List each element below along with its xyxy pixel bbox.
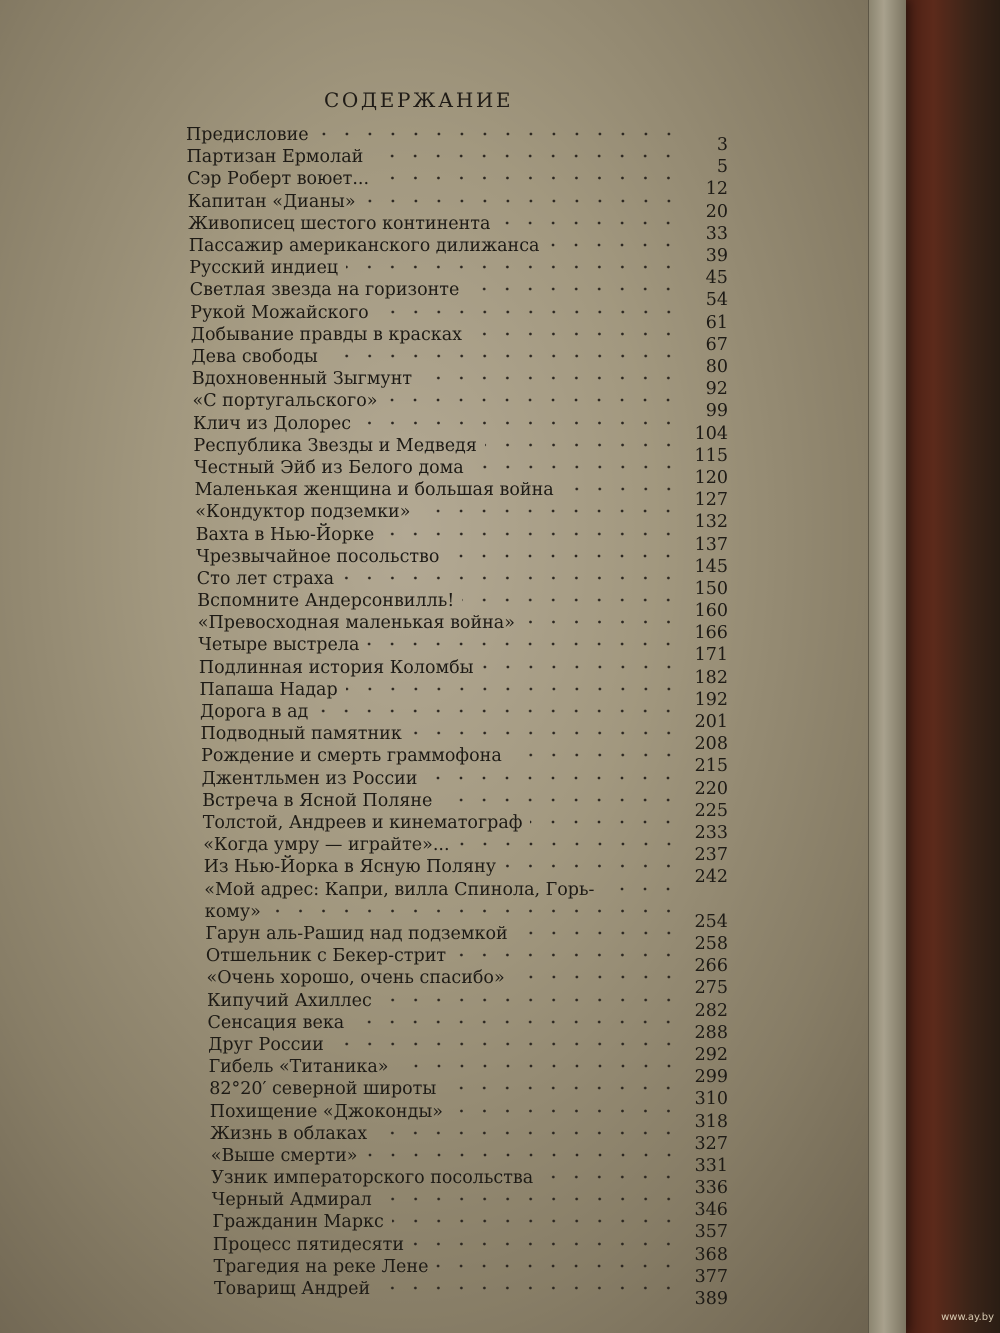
toc-entry-title: Трагедия на реке Лене [213,1256,429,1277]
toc-entry-page: 266 [694,956,728,977]
toc-entry-page: 99 [705,401,729,422]
toc-leader-dots [397,1062,680,1070]
toc-entry [204,879,728,901]
toc-leader-dots [371,152,680,160]
toc-entry-title: Товарищ Андрей [214,1279,371,1299]
toc-entry-page: 20 [705,201,728,222]
toc-entry [192,390,729,422]
toc-entry [208,1034,729,1065]
toc-entry-page: 45 [705,268,728,289]
toc-entry [197,590,728,621]
toc-entry [210,1145,729,1176]
toc-entry [203,856,729,888]
toc-leader-dots [342,574,680,582]
toc-entry [190,302,728,333]
toc-entry-title: Встреча в Ясной Поляне [202,790,433,811]
toc-leader-dots [516,929,680,937]
toc-entry [208,1056,728,1088]
toc-entry [186,124,728,155]
toc-leader-dots [392,1217,680,1225]
toc-entry [204,901,728,932]
toc-entry-page: 115 [694,445,728,466]
toc-leader-dots [385,396,680,404]
toc-entry-title: Отшельник с Бекер-стрит [205,946,447,967]
toc-entry-page: 389 [694,1289,728,1309]
toc-entry-title: Честный Эйб из Белого дома [194,457,464,478]
toc-entry [189,279,729,311]
toc-entry [194,479,728,511]
toc-entry-page: 215 [694,756,729,777]
toc-entry [207,1012,728,1043]
toc-entry [200,701,728,732]
toc-entry-page: 368 [694,1244,728,1265]
toc-entry [205,945,728,977]
toc-entry-title: Подводный памятник [200,724,402,745]
toc-entry-title: Вахта в Нью-Йорке [195,524,375,545]
toc-entry-page: 12 [705,179,729,200]
toc-entry [207,990,728,1021]
toc-entry-page: 201 [694,712,728,732]
toc-entry-page: 182 [694,667,728,688]
toc-leader-dots [410,729,680,737]
toc-entry-page: 331 [694,1155,729,1176]
toc-entry-page: 61 [705,312,728,333]
toc-entry-title: Чрезвычайное посольство [196,546,440,567]
toc-leader-dots [380,1195,680,1203]
toc-entry-page: 275 [694,978,729,999]
toc-entry-title: Маленькая женщина и большая война [194,480,554,501]
toc-entry-page: 132 [694,512,729,533]
toc-leader-dots [482,663,680,671]
toc-entry-title: Процесс пятидесяти [212,1234,405,1255]
toc-entry-page: 254 [694,911,728,932]
toc-entry [212,1211,728,1243]
toc-entry-page: 39 [705,246,728,266]
toc-entry-title: Пассажир американского дилижанса [188,236,540,256]
toc-entry-title: Светлая звезда на горизонте [189,280,460,301]
toc-entry [193,435,728,466]
toc-entry-page: 171 [694,645,728,666]
toc-leader-dots [352,1018,680,1026]
toc-entry-page: 233 [694,823,728,843]
toc-entry-title: «Когда умру — играйте»... [203,835,450,856]
toc-leader-dots [470,330,680,338]
toc-entry-title: Партизан Ермолай [186,147,364,168]
toc-leader-dots [472,463,680,471]
toc-entry [196,546,728,577]
toc-entry-page: 208 [694,734,728,755]
toc-leader-dots [523,618,680,626]
toc-leader-dots [366,1151,681,1159]
toc-entry-title: 82°20′ северной широты [209,1079,437,1100]
toc-entry [191,346,728,377]
toc-entry-title: «Превосходная маленькая война» [197,613,515,634]
toc-entry [188,235,728,266]
toc-entry-page: 145 [694,556,728,577]
toc-entry-page: 258 [694,933,728,954]
toc-leader-dots [375,1129,680,1137]
toc-entry-title: Гражданин Маркс [212,1212,384,1233]
toc-entry-title: «Мой адрес: Капри, вилла Спинола, Горь- [204,879,595,900]
toc-entry [193,413,728,444]
toc-entry [201,745,729,777]
toc-leader-dots [316,707,680,715]
toc-entry-page: 288 [694,1022,728,1043]
toc-entry-title: Капитан «Дианы» [187,191,356,212]
toc-entry [191,368,728,400]
toc-entry [186,146,728,178]
toc-entry-title: Дорога в ад [200,702,309,722]
toc-entry-title: Похищение «Джоконды» [209,1101,444,1122]
toc-leader-dots [498,219,680,227]
toc-entry [211,1167,728,1198]
toc-entry-page: 242 [694,867,729,888]
toc-entry-page: 292 [694,1044,729,1065]
book-cover-edge [905,0,1000,1333]
toc-entry-page: 104 [694,423,728,444]
toc-entry-page: 220 [694,778,728,799]
toc-entry-title: «Очень хорошо, очень спасибо» [206,968,505,989]
toc-entry [213,1256,729,1287]
toc-entry-title: Джентльмен из России [201,768,418,789]
toc-entry [195,524,728,555]
toc-entry-title: Толстой, Андреев и кинематограф [202,813,523,833]
toc-entry-title: Из Нью-Йорка в Ясную Поляну [203,857,497,878]
toc-entry-title: Папаша Надар [199,679,338,700]
toc-entry-page: 3 [716,135,728,155]
toc-entry-title: Кипучий Ахиллес [207,990,372,1011]
toc-leader-dots [451,1107,680,1115]
toc-entry-title: кому» [204,901,261,922]
toc-leader-dots [440,796,680,804]
toc-entry-page: 33 [705,223,729,244]
toc-leader-dots [562,485,680,493]
toc-entry-title: Гарун аль-Рашид над подземкой [205,923,508,944]
toc-leader-dots [377,308,680,316]
toc-leader-dots [530,818,680,826]
toc-entry-page: 137 [694,534,728,555]
toc-entry-title: Узник императорского посольства [211,1168,534,1188]
toc-entry-title: Республика Звезды и Медведя [193,435,477,456]
toc-entry-page: 377 [694,1266,729,1287]
toc-entry-page: 310 [694,1089,729,1110]
toc-entry-page: 67 [705,334,728,355]
toc-entry [206,967,729,999]
toc-entry-page: 160 [694,601,728,621]
toc-entry-page: 237 [694,845,728,866]
toc-leader-dots [317,130,680,138]
toc-entry-title: Вдохновенный Зыгмунт [191,369,413,390]
toc-leader-dots [510,751,680,759]
toc-leader-dots [326,352,680,360]
toc-entry [202,812,728,843]
toc-entry [190,324,728,355]
toc-leader-dots [269,907,680,915]
toc-leader-dots [382,530,680,538]
toc-entry [195,501,729,533]
toc-leader-dots [418,507,680,515]
toc-entry-page: 166 [694,623,728,644]
toc-entry [196,568,729,599]
toc-leader-dots [378,1284,680,1292]
toc-entry-title: Рукой Можайского [190,302,369,323]
toc-entry-page: 225 [694,800,729,821]
watermark: www.ay.by [941,1312,994,1323]
toc-entry-page: 318 [694,1111,728,1132]
toc-entry [199,679,729,710]
toc-entry-title: Предисловие [186,125,309,145]
toc-entry [214,1278,728,1309]
toc-leader-dots [367,640,680,648]
toc-entry-title: Черный Адмирал [211,1190,372,1211]
toc-leader-dots [436,1262,680,1270]
toc-entry-page: 336 [694,1178,728,1198]
toc-leader-dots [467,285,680,293]
toc-entry-page: 357 [694,1222,728,1243]
toc-leader-dots [364,197,680,205]
toc-entry [200,723,728,755]
toc-leader-dots [412,1240,680,1248]
toc-leader-dots [602,885,680,893]
toc-entry-title: Жизнь в облаках [210,1123,368,1144]
toc-entry-title: Добывание правды в красках [190,324,463,345]
page-stack-edge [868,0,906,1333]
toc-entry [205,923,728,954]
toc-leader-dots [541,1173,680,1181]
toc-leader-dots [346,263,680,271]
toc-leader-dots [458,840,680,848]
toc-entry-title: Клич из Долорес [193,413,352,434]
toc-entry-title: «Кондуктор подземки» [195,502,411,523]
toc-entry [209,1078,729,1110]
toc-leader-dots [547,241,680,249]
toc-entry [212,1234,728,1265]
toc-entry-title: Живописец шестого континента [188,213,491,234]
toc-entry-title: Рождение и смерть граммофона [201,746,502,767]
toc-leader-dots [425,774,679,782]
toc-entry-page: 150 [694,578,729,599]
toc-entry [197,612,728,644]
toc-leader-dots [454,951,680,959]
toc-entry [201,768,728,799]
toc-leader-dots [346,685,680,693]
toc-entry [209,1101,728,1132]
toc-entry-page: 299 [694,1067,728,1088]
toc-entry-page: 5 [716,157,728,178]
toc-entry-page: 92 [705,379,728,400]
toc-entry-page: 346 [694,1200,728,1221]
toc-entry-title: Гибель «Титаника» [208,1057,389,1078]
toc-leader-dots [504,862,680,870]
toc-leader-dots [444,1084,680,1092]
toc-leader-dots [420,374,680,382]
toc-leader-dots [462,596,680,604]
toc-entry [198,634,728,666]
toc-entry-title: Сто лет страха [196,568,335,589]
toc-entry-title: Русский индиец [189,258,339,279]
toc-leader-dots [359,419,680,427]
toc-entry-page: 127 [694,490,728,511]
contents-heading: СОДЕРЖАНИЕ [324,88,514,112]
toc-entry-page: 192 [694,689,729,710]
toc-entry-page: 54 [705,290,729,311]
toc-entry [203,834,728,866]
toc-entry-title: Четыре выстрела [198,635,360,656]
toc-entry [187,191,728,222]
toc-leader-dots [485,441,680,449]
toc-entry-title: Сэр Роберт воюет... [187,169,370,190]
toc-entry-title: Вспомните Андерсонвилль! [197,591,455,611]
toc-entry [194,457,729,488]
toc-leader-dots [377,174,680,182]
toc-entry-title: Подлинная история Коломбы [198,657,474,678]
toc-entry [211,1189,728,1221]
toc-entry-page: 80 [705,356,728,377]
toc-entry-page: 327 [694,1133,728,1154]
toc-entry [189,257,728,289]
toc-entry-title: Друг России [208,1034,324,1055]
toc-leader-dots [332,1040,680,1048]
toc-entry [198,657,728,688]
toc-entry-title: Сенсация века [207,1012,345,1033]
toc-entry [187,168,729,200]
toc-entry [210,1123,728,1154]
toc-leader-dots [447,552,680,560]
toc-entry-title: «С португальского» [192,391,378,412]
toc-leader-dots [380,996,680,1004]
toc-entry-page: 120 [694,467,729,488]
toc-entry-page: 282 [694,1000,728,1021]
toc-leader-dots [513,973,680,981]
toc-entry [188,213,729,244]
toc-entry-title: Дева свободы [191,346,318,367]
toc-entry [202,790,729,821]
toc-entry-title: «Выше смерти» [210,1145,358,1166]
